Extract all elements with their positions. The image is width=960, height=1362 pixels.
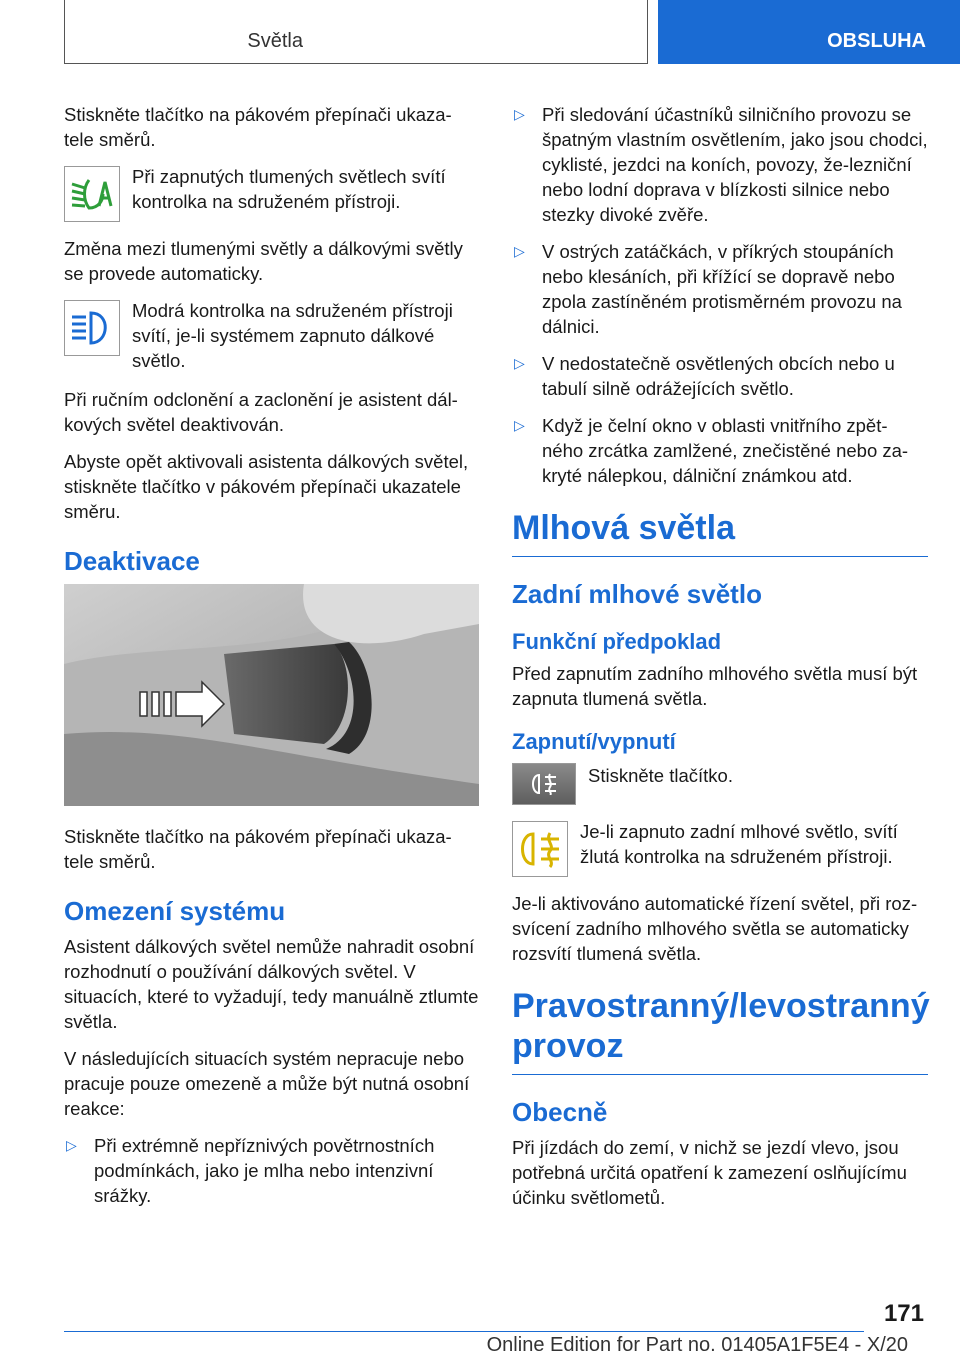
paragraph: Abyste opět aktivovali asistenta dálkových světel, stiskněte tlačítko v pákovém přepínači ukazatele směru. xyxy=(64,451,469,522)
paragraph: Stiskněte tlačítko na pákovém přepínači ukaza‐tele směrů. xyxy=(64,104,452,150)
triangle-bullet-icon: ▷ xyxy=(514,106,525,122)
list-item: ▷ V nedostatečně osvětlených obcích nebo u tabulí silně odrážejících světlo. xyxy=(514,353,895,399)
rear-fog-indicator-icon xyxy=(512,821,568,877)
triangle-bullet-icon: ▷ xyxy=(514,355,525,371)
paragraph: Stiskněte tlačítko na pákovém přepínači ukaza‐tele směrů. xyxy=(64,826,452,872)
header-section-title: Světla xyxy=(247,30,303,52)
heading-general: Obecně xyxy=(512,1097,608,1127)
indicator-row-high-beam xyxy=(64,298,479,373)
bullet-list xyxy=(64,1133,479,1208)
footer-edition: Online Edition for Part no. 01405A1F5E4 - X/20 xyxy=(486,1334,908,1356)
heading-on-off: Zapnutí/vypnutí xyxy=(512,729,676,754)
turn-signal-lever-photo xyxy=(64,584,479,806)
heading-fog-lights: Mlhová světla xyxy=(512,508,928,557)
indicator-text: Při zapnutých tlumených světlech svítí kontrolka na sdruženém přístroji. xyxy=(132,166,446,212)
paragraph: Změna mezi tlumenými světly a dálkovými světly se provede automaticky. xyxy=(64,238,463,284)
list-item: ▷ Při extrémně nepříznivých povětrnostních podmínkách, jako je mlha nebo intenzivní srážky. xyxy=(66,1135,435,1206)
indicator-row-low-beam xyxy=(64,164,479,222)
button-row xyxy=(512,763,928,805)
list-item: ▷ Při sledování účastníků silničního provozu se špatným vlastním osvětlením, jako jsou chodci, cyklisté, jezdci na koních, povozy, že‐lezniční nebo lodní doprava v blízkosti silnice nebo stezky divoké zvěře. xyxy=(514,104,928,225)
indicator-text: Je-li zapnuto zadní mlhové světlo, svítí žlutá kontrolka na sdruženém přístroji. xyxy=(580,821,898,867)
heading-system-limits: Omezení systému xyxy=(64,896,286,926)
low-beam-assistant-icon xyxy=(64,166,120,222)
page-number: 171 xyxy=(883,1300,924,1327)
high-beam-icon xyxy=(64,300,120,356)
paragraph: Před zapnutím zadního mlhového světla musí být zapnuta tlumená světla. xyxy=(512,663,918,709)
header-chapter-tab xyxy=(658,0,960,64)
bullet-list xyxy=(512,102,928,488)
button-text: Stiskněte tlačítko. xyxy=(588,765,733,786)
triangle-bullet-icon: ▷ xyxy=(514,417,525,433)
list-item: ▷ V ostrých zatáčkách, v příkrých stoupáních nebo klesáních, při křížící se dopravě nebo zpola zastíněném protisměrném provozu na dálnici. xyxy=(514,241,902,337)
heading-deactivation: Deaktivace xyxy=(64,546,200,576)
paragraph: Asistent dálkových světel nemůže nahradit osobní rozhodnutí o používání dálkových světel. V situacích, které to vyžadují, tedy manuálně ztlumte světla. xyxy=(64,936,479,1032)
header-chapter-title: OBSLUHA xyxy=(827,30,926,52)
indicator-text: Modrá kontrolka na sdruženém přístroji svítí, je-li systémem zapnuto dálkové světlo. xyxy=(132,300,453,371)
triangle-bullet-icon: ▷ xyxy=(66,1137,77,1153)
paragraph: V následujících situacích systém nepracuje nebo pracuje pouze omezeně a může být nutná osobní reakce: xyxy=(64,1048,470,1119)
heading-traffic-side: Pravostranný/levostranný provoz xyxy=(512,986,928,1075)
paragraph: Je-li aktivováno automatické řízení světel, při roz‐svícení zadního mlhového světla se automaticky rozsvítí tlumená světla. xyxy=(512,893,918,964)
list-item: ▷ Když je čelní okno v oblasti vnitřního zpět‐ného zrcátka zamlžené, znečistěné nebo za‐kryté nálepkou, dálniční známkou atd. xyxy=(514,415,909,486)
heading-rear-fog-light: Zadní mlhové světlo xyxy=(512,579,762,609)
paragraph: Při jízdách do zemí, v nichž se jezdí vlevo, jsou potřebná určitá opatření k zamezení oslňujícímu účinku světlometů. xyxy=(512,1137,907,1208)
right-column xyxy=(512,102,928,1222)
triangle-bullet-icon: ▷ xyxy=(514,243,525,259)
heading-precondition: Funkční předpoklad xyxy=(512,629,722,654)
paragraph: Při ručním odclonění a zaclonění je asistent dál‐kových světel deaktivován. xyxy=(64,389,458,435)
footer-divider xyxy=(64,1331,864,1332)
rear-fog-button-icon xyxy=(512,763,576,805)
header-box xyxy=(64,0,648,64)
indicator-row-fog xyxy=(512,819,928,877)
left-column xyxy=(64,102,479,1220)
